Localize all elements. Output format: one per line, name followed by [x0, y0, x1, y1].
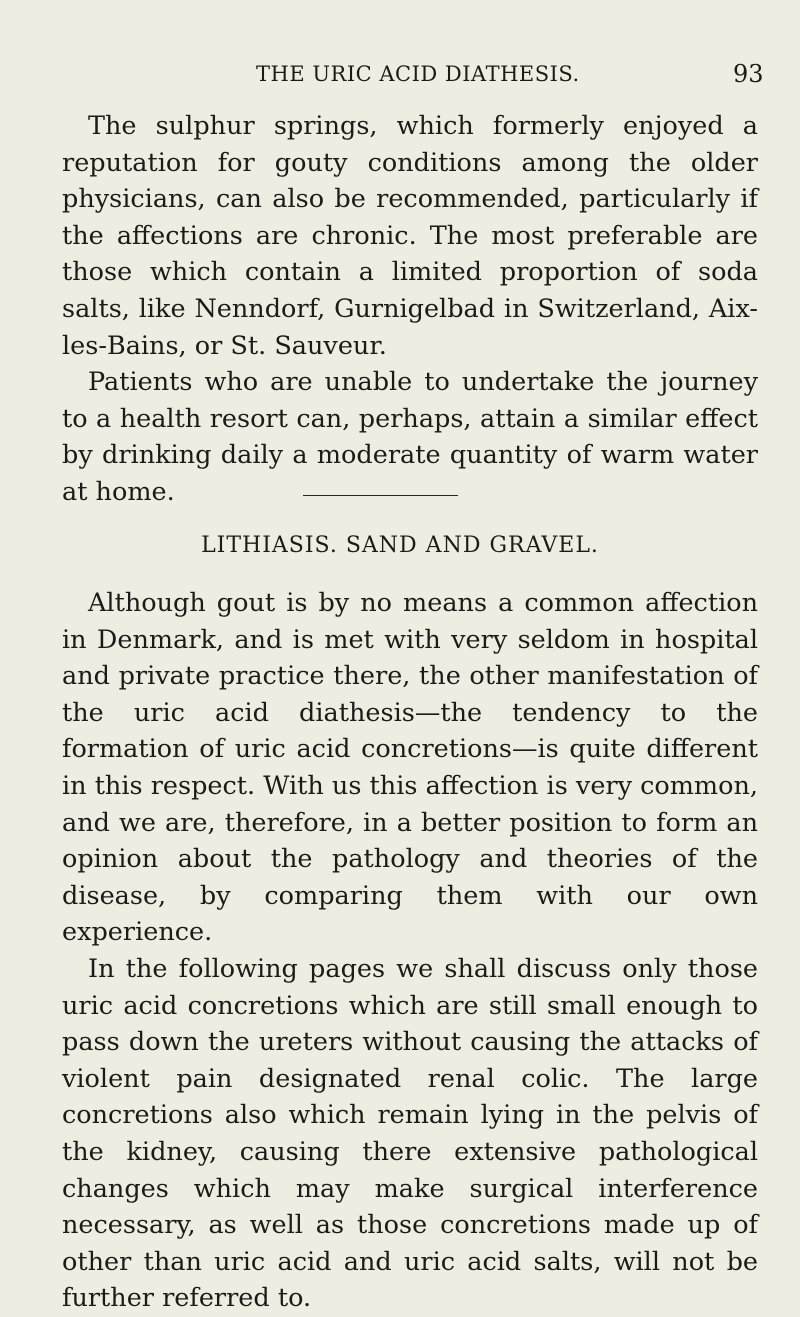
section-divider	[303, 495, 458, 496]
section-lithiasis	[62, 585, 758, 1317]
section-heading: LITHIASIS. SAND AND GRAVEL.	[201, 533, 599, 558]
paragraph: Patients who are unable to undertake the journey to a health resort can, perhaps, attain a similar effect by drinking daily a moderate quantity of warm water at home.	[62, 367, 758, 507]
running-head	[60, 62, 800, 96]
paragraph: Although gout is by no means a common affection in Denmark, and is met with very seldom in hospital and private practice there, the other manifestation of the uric acid diathesis—the tendency to the formation of uric acid concretions—is quite different in this respect. With us this affection is very common, and we are, therefore, in a better position to form an opinion about the pathology and theories of the disease, by comparing them with our own experience.	[62, 588, 758, 948]
paragraph: The sulphur springs, which formerly enjoyed a reputation for gouty conditions among the older physicians, can also be recommended, particularly if the affections are chronic. The most preferable are those which contain a limited proportion of soda salts, like Nenndorf, Gurnigelbad in Switzerland, Aix-les-Bains, or St. Sauveur.	[62, 111, 758, 361]
section-sulphur-springs	[62, 108, 758, 511]
page-number: 93	[733, 60, 764, 88]
running-title: THE URIC ACID DIATHESIS.	[256, 62, 580, 86]
paragraph: In the following pages we shall discuss only those uric acid concretions which are still small enough to pass down the ureters without causing the attacks of violent pain designated renal colic. The large concretions also which remain lying in the pelvis of the kidney, causing there extensive pathological changes which may make surgical interference necessary, as well as those concretions made up of other than uric acid and uric acid salts, will not be further referred to.	[62, 953, 758, 1314]
